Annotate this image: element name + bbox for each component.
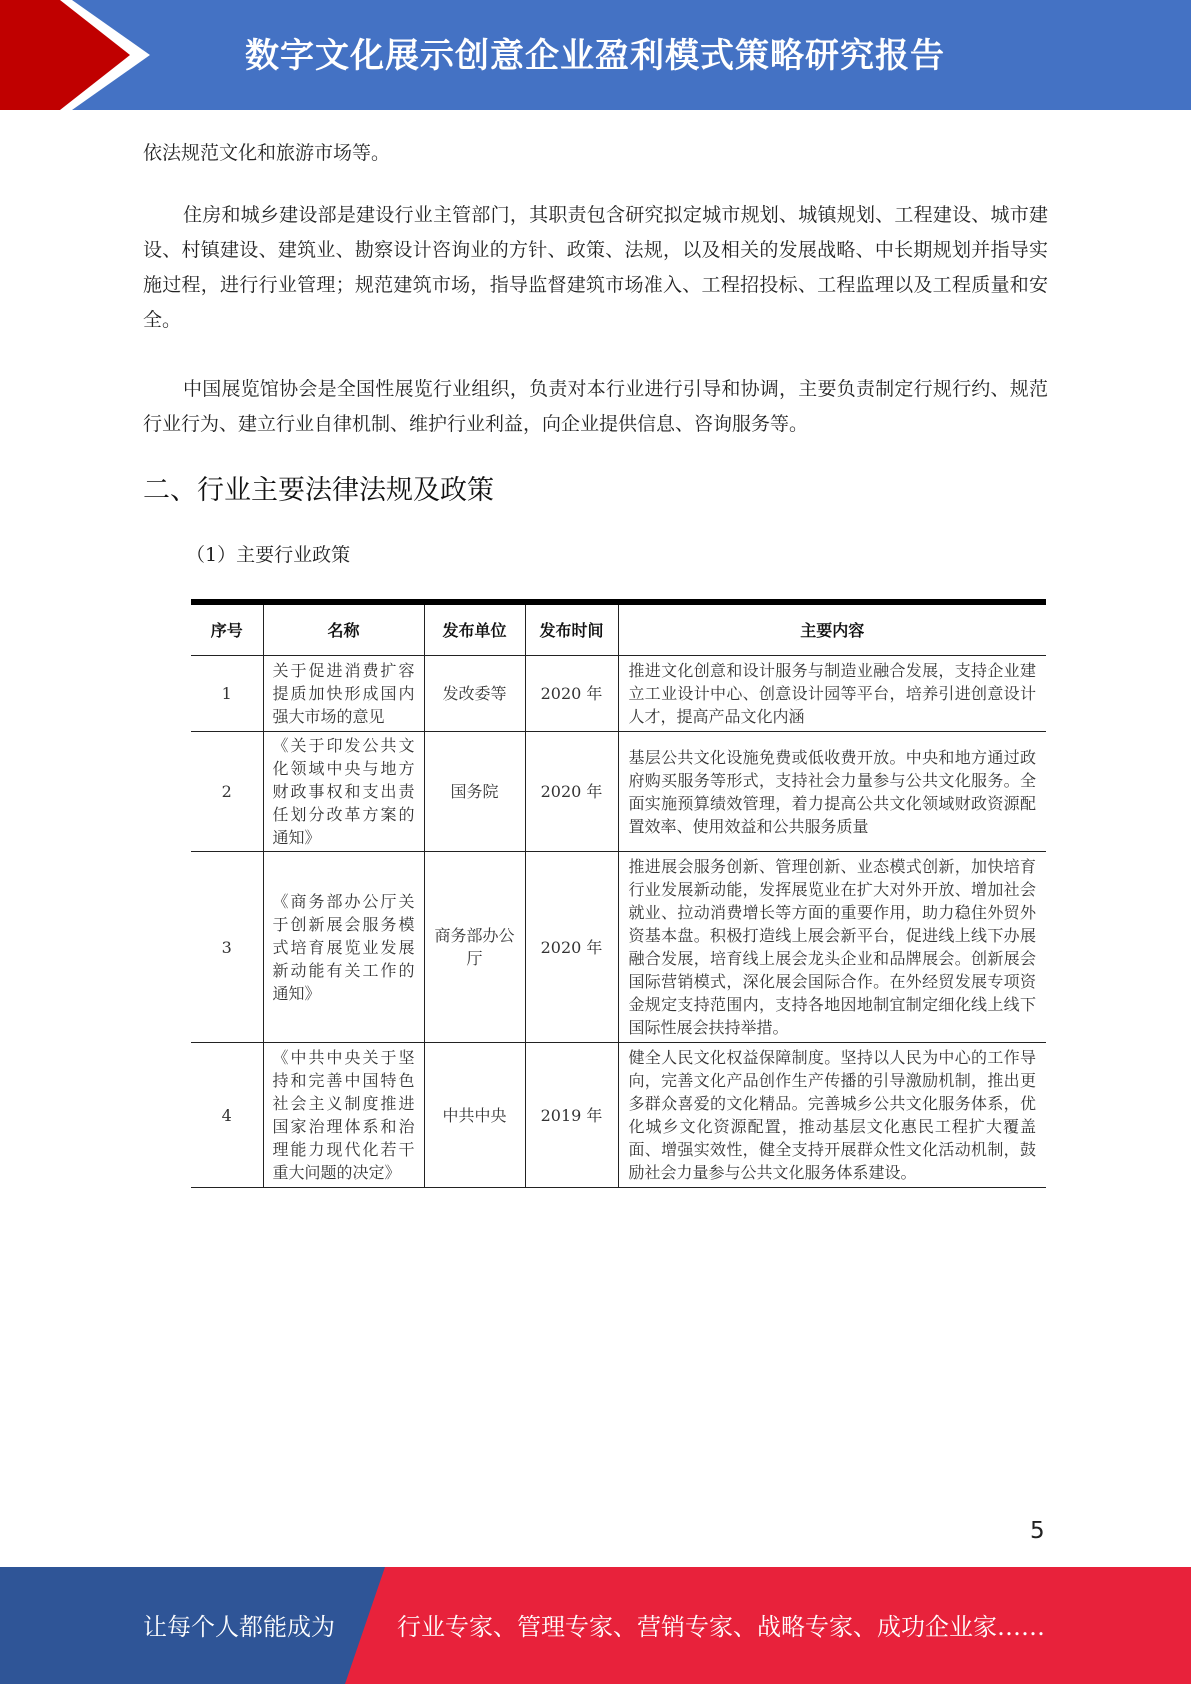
cell-content: 健全人民文化权益保障制度。坚持以人民为中心的工作导向，完善文化产品创作生产传播的引导激励机制，推出更多群众喜爱的文化精品。完善城乡公共文化服务体系，优化城乡文化资源配置，推动基层文化惠民工程扩大覆盖面、增强实效性，健全支持开展群众性文化活动机制，鼓励社会力量参与公共文化服务体系建设。 [618,1043,1046,1188]
header-arrow-decoration [0,0,150,110]
cell-content: 基层公共文化设施免费或低收费开放。中央和地方通过政府购买服务等形式，支持社会力量参与公共文化服务。全面实施预算绩效管理，着力提高公共文化领域财政资源配置效率、使用效益和公共服务质量 [618,732,1046,852]
cell-issuer: 国务院 [424,732,525,852]
report-title: 数字文化展示创意企业盈利模式策略研究报告 [245,36,945,76]
header-time: 发布时间 [525,605,618,656]
footer-slogan-left: 让每个人都能成为 [143,1613,335,1641]
cell-no: 3 [191,852,263,1043]
cell-name: 《中共中央关于坚持和完善中国特色社会主义制度推进国家治理体系和治理能力现代化若干重大问题的决定》 [263,1043,424,1188]
page-footer [0,1567,1191,1684]
header-no: 序号 [191,605,263,656]
cell-content: 推进展会服务创新、管理创新、业态模式创新，加快培育行业发展新动能，发挥展览业在扩大对外开放、增加社会就业、拉动消费增长等方面的重要作用，助力稳住外贸外资基本盘。积极打造线上展会新平台，促进线上线下办展融合发展，培育线上展会龙头企业和品牌展会。创新展会国际营销模式，深化展会国际合作。在外经贸发展专项资金规定支持范围内，支持各地因地制宜制定细化线上线下国际性展会扶持举措。 [618,852,1046,1043]
header-issuer: 发布单位 [424,605,525,656]
table-row [191,732,1046,852]
table-header-row [191,605,1046,656]
paragraph-1: 依法规范文化和旅游市场等。 [143,142,391,164]
cell-issuer: 商务部办公厅 [424,852,525,1043]
paragraph-2: 住房和城乡建设部是建设行业主管部门，其职责包含研究拟定城市规划、城镇规划、工程建设、城市建设、村镇建设、建筑业、勘察设计咨询业的方针、政策、法规，以及相关的发展战略、中长期规划并指导实施过程，进行行业管理；规范建筑市场，指导监督建筑市场准入、工程招投标、工程监理以及工程质量和安全。 [143,204,1048,331]
page-number: 5 [1030,1518,1045,1544]
cell-name: 《关于印发公共文化领域中央与地方财政事权和支出责任划分改革方案的通知》 [263,732,424,852]
cell-content: 推进文化创意和设计服务与制造业融合发展，支持企业建立工业设计中心、创意设计园等平台，培养引进创意设计人才，提高产品文化内涵 [618,656,1046,732]
cell-time: 2020 年 [525,852,618,1043]
section-heading: 二、行业主要法律法规及政策 [143,475,494,506]
cell-no: 1 [191,656,263,732]
header-content: 主要内容 [618,605,1046,656]
cell-issuer: 中共中央 [424,1043,525,1188]
cell-time: 2020 年 [525,656,618,732]
cell-time: 2019 年 [525,1043,618,1188]
header-name: 名称 [263,605,424,656]
cell-name: 关于促进消费扩容提质加快形成国内强大市场的意见 [263,656,424,732]
table-row [191,1043,1046,1188]
cell-issuer: 发改委等 [424,656,525,732]
cell-time: 2020 年 [525,732,618,852]
table-row [191,852,1046,1043]
sub-heading: （1）主要行业政策 [186,544,351,566]
cell-no: 4 [191,1043,263,1188]
paragraph-3: 中国展览馆协会是全国性展览行业组织，负责对本行业进行引导和协调，主要负责制定行规行约、规范行业行为、建立行业自律机制、维护行业利益，向企业提供信息、咨询服务等。 [143,378,1048,435]
table-row [191,656,1046,732]
footer-slogan-right: 行业专家、管理专家、营销专家、战略专家、成功企业家…… [397,1613,1045,1641]
cell-no: 2 [191,732,263,852]
page-header [0,0,1191,110]
cell-name: 《商务部办公厅关于创新展会服务模式培育展览业发展新动能有关工作的通知》 [263,852,424,1043]
policy-table [191,599,1046,1250]
